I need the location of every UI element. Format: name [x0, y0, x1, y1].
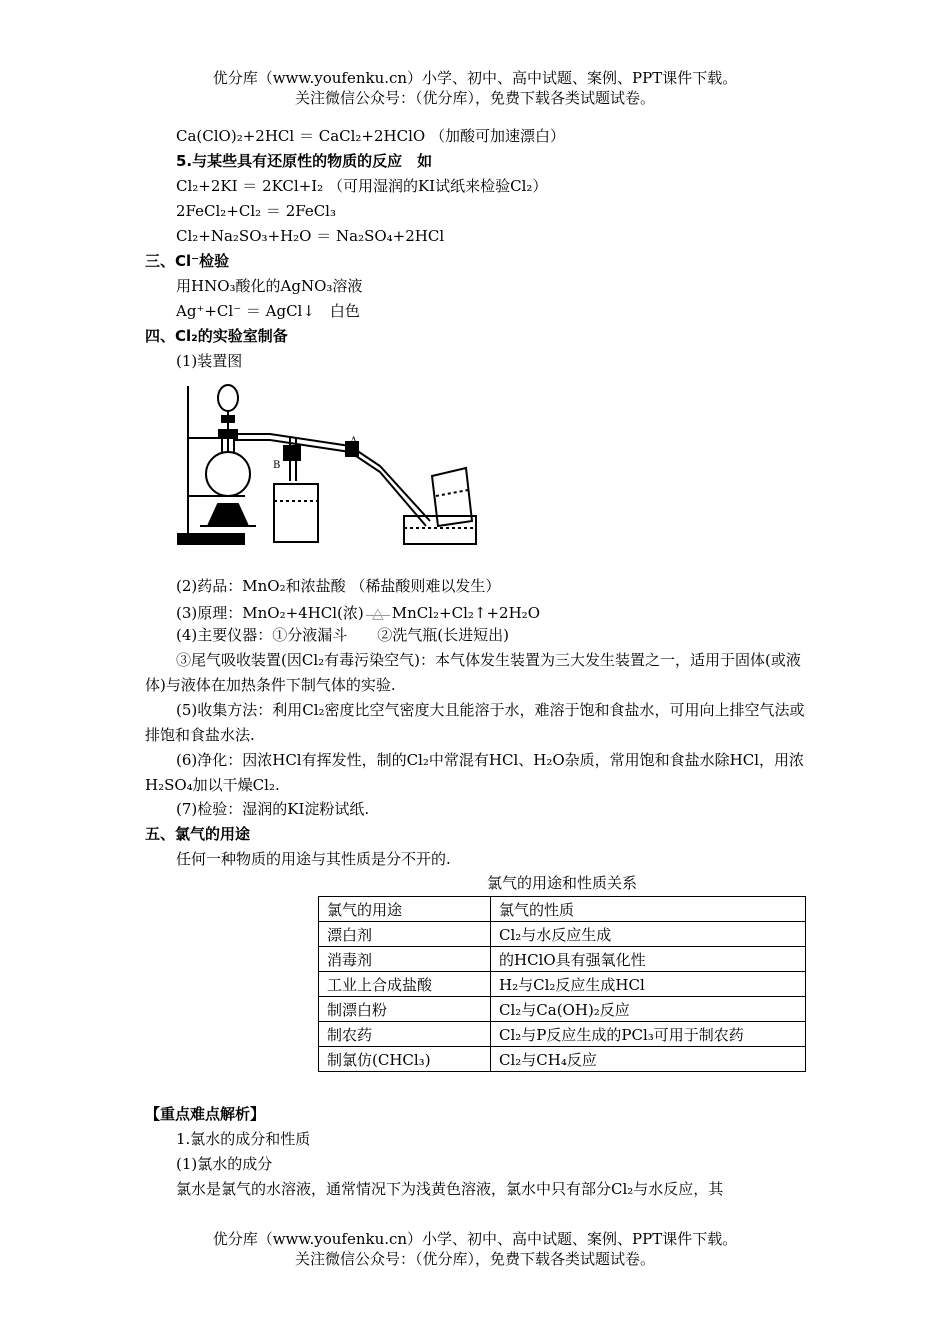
section-3-title: 三、Cl⁻检验	[145, 252, 230, 270]
table-cell: 的HClO具有强氧化性	[491, 947, 806, 972]
table-cell: H₂与Cl₂反应生成HCl	[491, 972, 806, 997]
table-cell: Cl₂与Ca(OH)₂反应	[491, 997, 806, 1022]
footer-line-1: 优分库（www.youfenku.cn）小学、初中、高中试题、案例、PPT课件下载。	[212, 1230, 738, 1248]
reaction-4: Cl₂+Na₂SO₃+H₂O ＝ Na₂SO₄+2HCl	[176, 227, 445, 245]
table-header-row	[319, 897, 806, 922]
section-5-intro: 任何一种物质的用途与其性质是分不开的.	[176, 850, 451, 868]
reaction-1: Ca(ClO)₂+2HCl ＝ CaCl₂+2HClO （加酸可加速漂白）	[176, 127, 565, 145]
detection: (7)检验：湿润的KI淀粉试纸.	[176, 800, 370, 818]
apparatus-label: (1)装置图	[176, 352, 243, 370]
purification: (6)净化：因浓HCl有挥发性，制的Cl₂中常混有HCl、H₂O杂质，常用饱和食盐水除HCl，用浓H₂SO₄加以干燥Cl₂.	[145, 751, 804, 794]
footer-line-2: 关注微信公众号：（优分库），免费下载各类试题试卷。	[294, 1250, 655, 1268]
heat-symbol: △	[364, 602, 392, 624]
table-row	[319, 972, 806, 997]
table-row	[319, 922, 806, 947]
header-line-1: 优分库（www.youfenku.cn）小学、初中、高中试题、案例、PPT课件下载。	[212, 69, 738, 87]
label-b: B	[273, 460, 281, 471]
principle-right: MnCl₂+Cl₂↑+2H₂O	[391, 604, 540, 622]
table-cell: 漂白剂	[319, 922, 491, 947]
principle-left: (3)原理：MnO₂+4HCl(浓)	[176, 604, 364, 622]
section-3-line-1: 用HNO₃酸化的AgNO₃溶液	[176, 277, 363, 295]
principle	[176, 602, 540, 624]
analysis-title: 【重点难点解析】	[145, 1105, 266, 1123]
table-row	[319, 947, 806, 972]
label-a: A	[350, 436, 358, 447]
table-row	[319, 997, 806, 1022]
table-cell: 制氯仿(CHCl₃)	[319, 1047, 491, 1072]
table-header-use: 氯气的用途	[319, 897, 491, 922]
table-cell: 工业上合成盐酸	[319, 972, 491, 997]
reaction-3: 2FeCl₂+Cl₂ ＝ 2FeCl₃	[176, 202, 336, 220]
reaction-2: Cl₂+2KI ＝ 2KCl+I₂ （可用湿润的KI试纸来检验Cl₂）	[176, 177, 548, 195]
table-cell: Cl₂与水反应生成	[491, 922, 806, 947]
table-cell: 制漂白粉	[319, 997, 491, 1022]
table-cell: Cl₂与CH₄反应	[491, 1047, 806, 1072]
analysis-line-3: 氯水是氯气的水溶液，通常情况下为浅黄色溶液，氯水中只有部分Cl₂与水反应，其	[176, 1180, 724, 1198]
section-3-line-2: Ag⁺+Cl⁻ ＝ AgCl↓ 白色	[176, 302, 360, 320]
analysis-line-1: 1.氯水的成分和性质	[176, 1130, 311, 1148]
table-row	[319, 1022, 806, 1047]
tail-gas-absorption: ③尾气吸收装置(因Cl₂有毒污染空气)：本气体发生装置为三大发生装置之一，适用于固体(或液体)与液体在加热条件下制气体的实验.	[145, 651, 801, 694]
header-line-2: 关注微信公众号：（优分库），免费下载各类试题试卷。	[294, 89, 655, 107]
table-cell: 消毒剂	[319, 947, 491, 972]
apparatus-diagram	[170, 376, 480, 551]
section-5-title: 五、氯气的用途	[145, 825, 251, 843]
section-4-title: 四、Cl₂的实验室制备	[145, 327, 288, 345]
uses-table	[318, 896, 806, 1072]
analysis-line-2: (1)氯水的成分	[176, 1155, 273, 1173]
table-cell: Cl₂与P反应生成的PCl₃可用于制农药	[491, 1022, 806, 1047]
reagents: (2)药品：MnO₂和浓盐酸 （稀盐酸则难以发生）	[176, 577, 501, 595]
collection-method: (5)收集方法：利用Cl₂密度比空气密度大且能溶于水，难溶于饱和食盐水，可用向上排空气法或排饱和食盐水法.	[145, 701, 805, 744]
table-header-property: 氯气的性质	[491, 897, 806, 922]
table-cell: 制农药	[319, 1022, 491, 1047]
table-row	[319, 1047, 806, 1072]
table-caption: 氯气的用途和性质关系	[486, 874, 637, 892]
reaction-heading-5: 5.与某些具有还原性的物质的反应 如	[176, 152, 433, 170]
instruments: (4)主要仪器：①分液漏斗 ②洗气瓶(长进短出)	[176, 626, 509, 644]
